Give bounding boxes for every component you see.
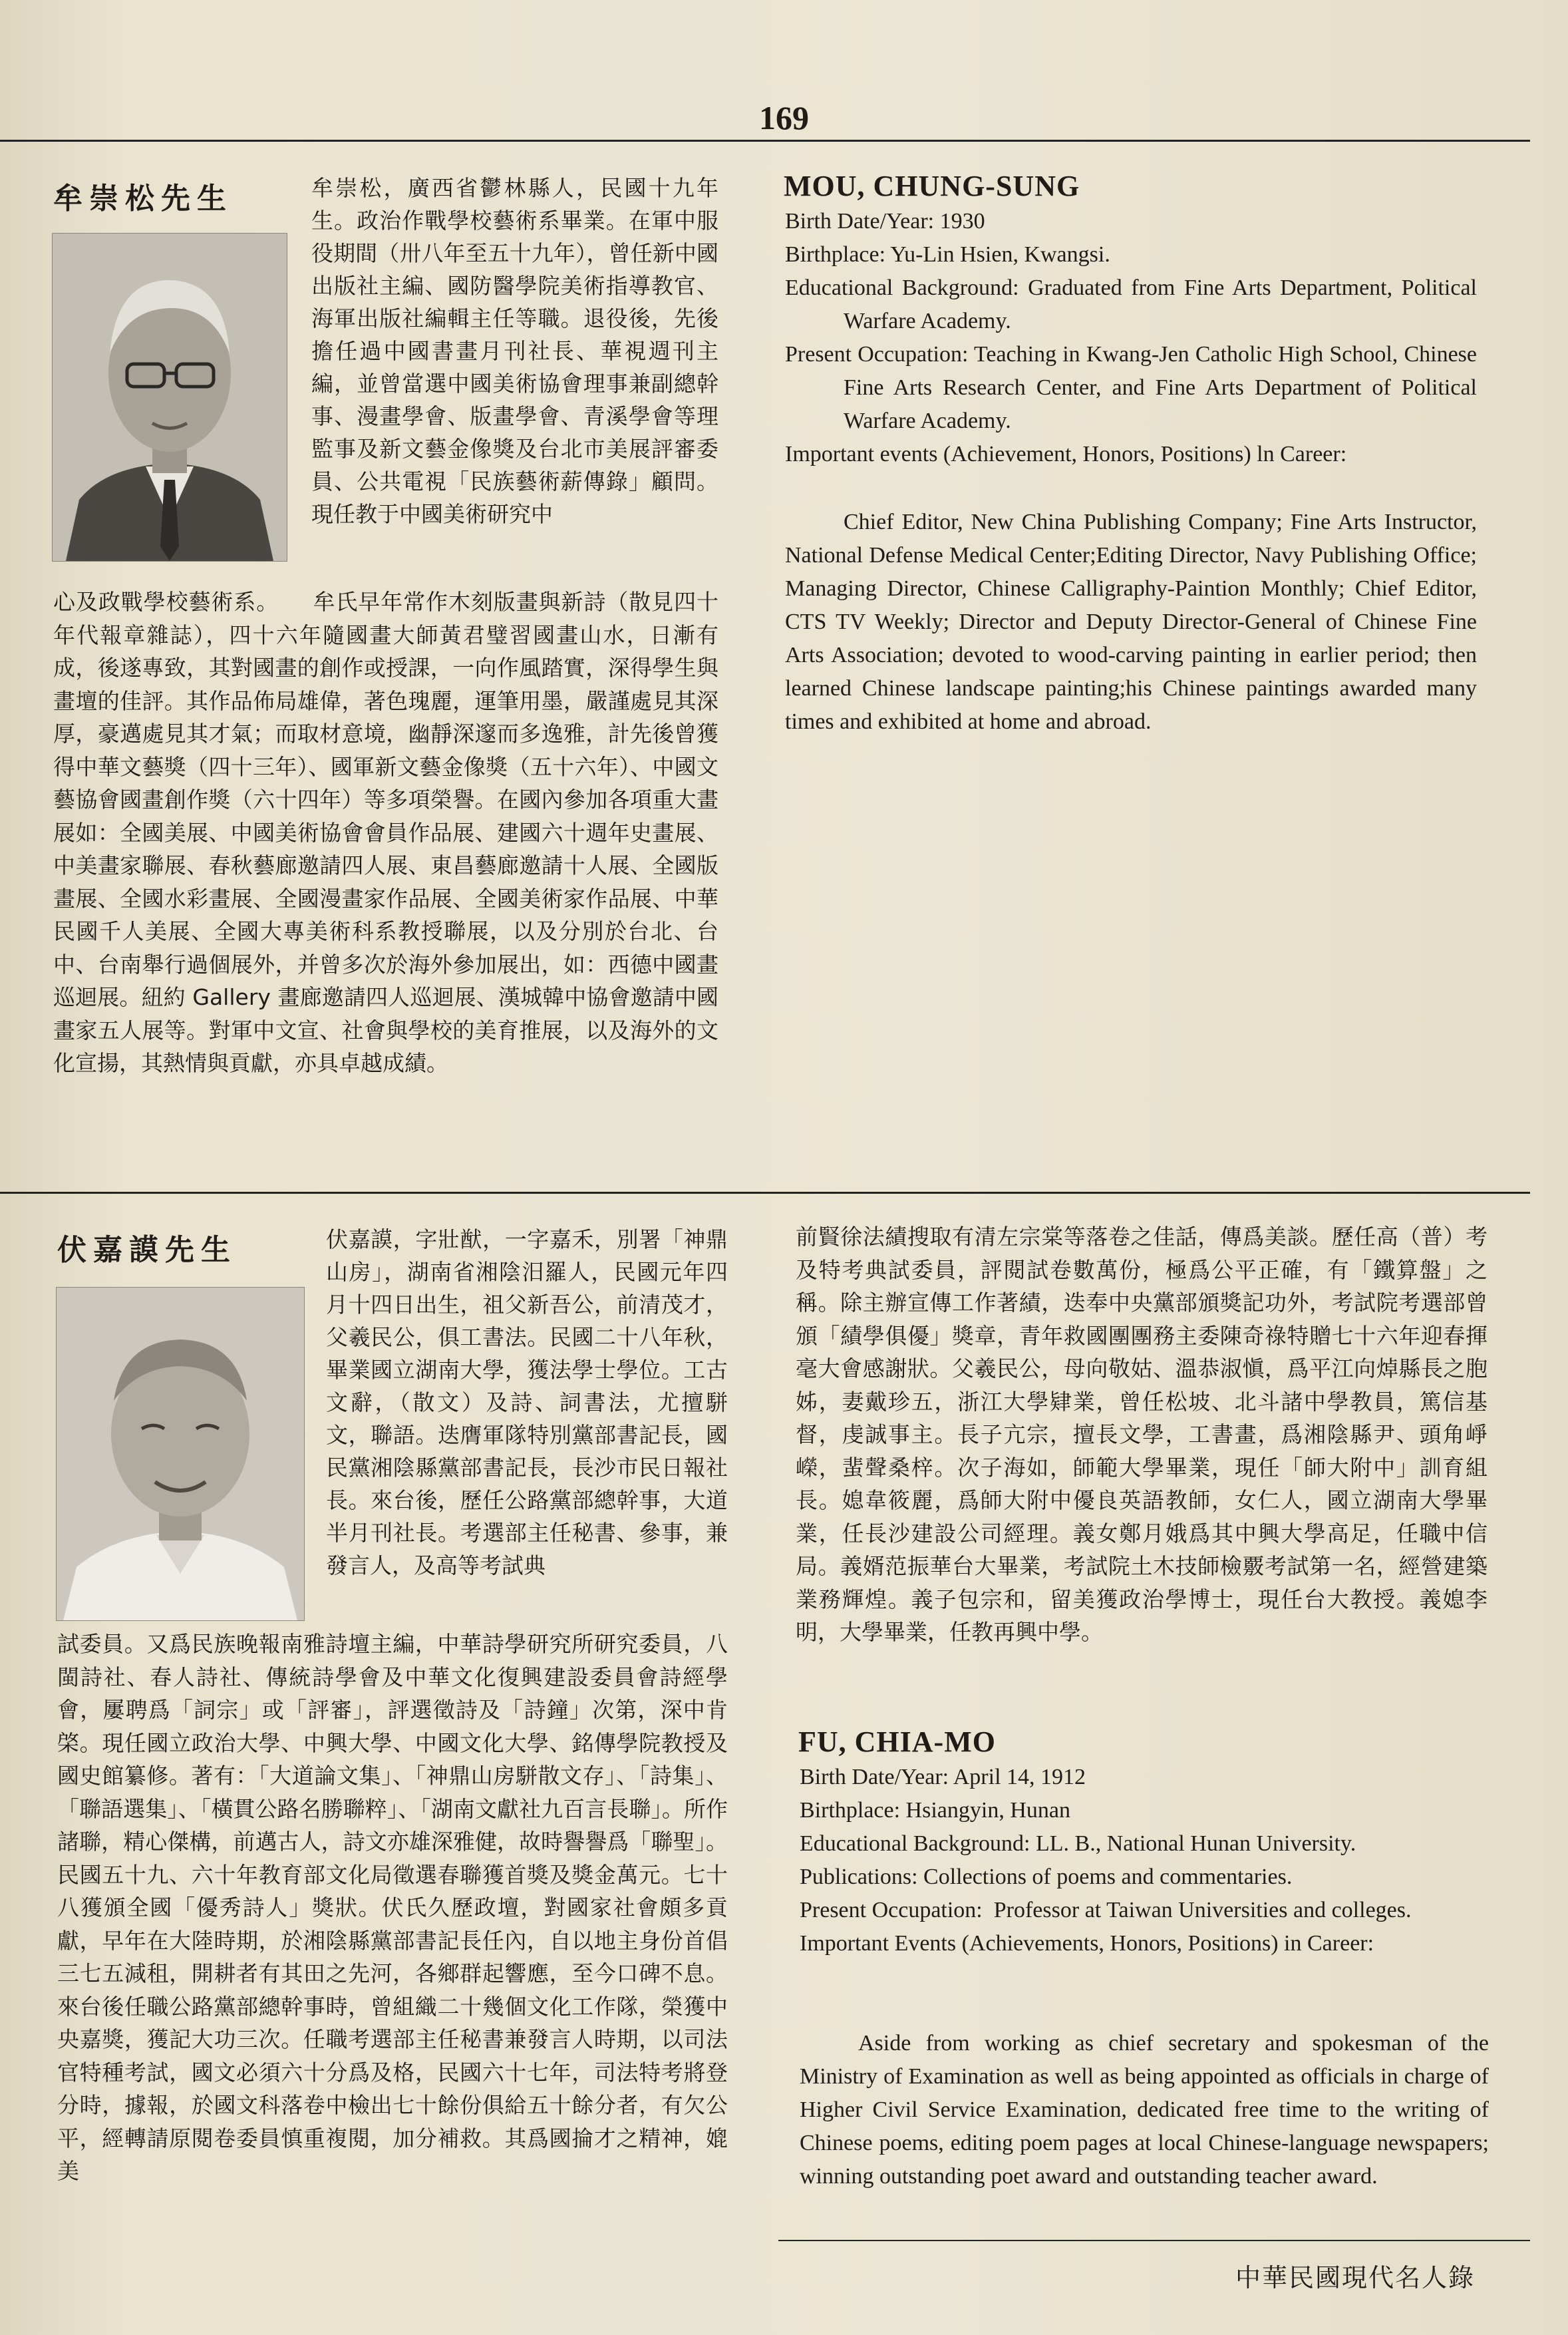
- entry-1-occupation: Present Occupation: Teaching in Kwang-Jen Catholic High School, Chinese Fine Arts Research Center, and Fine Arts Department of Political Warfare Academy.: [785, 342, 1477, 433]
- entry-1-events-heading: Important events (Achievement, Honors, Positions) ln Career:: [785, 442, 1347, 466]
- entry-2-name-en: FU, CHIA-MO: [798, 1725, 996, 1758]
- entry-1-portrait: [52, 233, 287, 562]
- top-rule: [0, 140, 1530, 142]
- entry-1-body-zh: 心及政戰學校藝術系。 牟氏早年常作木刻版畫與新詩（散見四十年代報章雜誌），四十六年隨國畫大師黃君璧習國畫山水，日漸有成，後遂專致，其對國畫的創作或授課，一向作風踏實，深得學生與畫壇的佳評。其作品佈局雄偉，著色瑰麗，運筆用墨，嚴謹處見其深厚，豪邁處見其才氣；而取材意境，幽靜深邃而多逸雅，計先後曾獲得中華文藝獎（四十三年）、國軍新文藝金像獎（五十六年）、中國文藝協會國畫創作獎（六十四年）等多項榮譽。在國內參加各項重大畫展如：全國美展、中國美術協會會員作品展、建國六十週年史畫展、中美畫家聯展、春秋藝廊邀請四人展、東昌藝廊邀請十人展、全國版畫展、全國水彩畫展、全國漫畫家作品展、全國美術家作品展、中華民國千人美展、全國大專美術科系教授聯展，以及分別於台北、台中、台南舉行過個展外，并曾多次於海外參加展出，如：西德中國畫巡迴展。紐約 Gallery 畫廊邀請四人巡迴展、漢城韓中協會邀請中國畫家五人展等。對軍中文宣、社會與學校的美育推展，以及海外的文化宣揚，其熱情與貢獻，亦具卓越成績。: [53, 589, 718, 1076]
- entry-2-birthplace: Birthplace: Hsiangyin, Hunan: [800, 1798, 1070, 1823]
- entry-2-continuation-zh: 前賢徐法績搜取有清左宗棠等落卷之佳話，傳爲美談。歷任高（普）考及特考典試委員，評閱試卷數萬份，極爲公平正確，有「鐵算盤」之稱。除主辦宣傳工作著績，迭奉中央黨部頒獎記功外，考試院考選部曾頒「績學俱優」獎章，青年救國團團務主委陳奇祿特贈七十六年迎春揮毫大會感謝狀。父羲民公，母向敬姑、溫恭淑愼，爲平江向焯縣長之胞姊，妻戴珍五，浙江大學肄業，曾任松坡、北斗諸中學教員，篤信基督，虔誠事主。長子亢宗，擅長文學，工書畫，爲湘陰縣尹、頭角崢嶸，蜚聲桑梓。次子海如，師範大學畢業，現任「師大附中」訓育組長。媳韋筱麗，爲師大附中優良英語教師，女仁人，國立湖南大學畢業，任長沙建設公司經理。義女鄭月娥爲其中興大學高足，任職中信局。義婿范振華台大畢業，考試院土木技師檢覈考試第一名，經營建築業務輝煌。義子包宗和，留美獲政治學博士，現任台大教授。義媳李明，大學畢業，任教再興中學。: [796, 1224, 1488, 1645]
- portrait-man-glasses-icon: [53, 234, 287, 561]
- entry-1-name-en: MOU, CHUNG-SUNG: [784, 170, 1080, 202]
- entry-2-body-zh: 試委員。又爲民族晚報南雅詩壇主編，中華詩學研究所研究委員，八閩詩社、春人詩社、傳統詩學會及中華文化復興建設委員會詩經學會，屢聘爲「詞宗」或「評審」，評選徵詩及「詩鐘」次第，深中肯棨。現任國立政治大學、中興大學、中國文化大學、銘傳學院教授及國史館纂修。著有：「大道論文集」、「神鼎山房駢散文存」、「詩集」、「聯語選集」、「橫貫公路名勝聯粹」、「湖南文獻社九百言長聯」。所作諸聯，精心傑構，前邁古人，詩文亦雄深雅健，故時譽譽爲「聯聖」。民國五十九、六十年教育部文化局徵選春聯獲首獎及獎金萬元。七十八獲頒全國「優秀詩人」獎狀。伏氏久歷政壇，對國家社會頗多貢獻，早年在大陸時期，於湘陰縣黨部書記長任內，自以地主身份首倡三七五減租，開耕者有其田之先河，各鄉群起響應，至今口碑不息。來台後任職公路黨部總幹事時，曾組織二十幾個文化工作隊，榮獲中央嘉獎，獲記大功三次。任職考選部主任秘書兼發言人時期，以司法官特種考試，國文必須六十分爲及格，民國六十七年，司法特考將登分時，據報，於國文科落卷中檢出七十餘份俱給五十餘分者，有欠公平，經轉請原閱卷委員慎重複閱，加分補救。其爲國掄才之精神，媲美: [57, 1631, 728, 2184]
- bottom-rule: [778, 2240, 1530, 2241]
- entry-1-name-zh: 牟崇松先生: [53, 182, 233, 216]
- entry-2-intro-zh: 伏嘉謨，字壯猷，一字嘉禾，別署「神鼎山房」，湖南省湘陰汨羅人，民國元年四月十四日出生，祖父新吾公，前清茂才，父羲民公，俱工書法。民國二十八年秋，畢業國立湖南大學，獲法學士學位。工古文辭，（散文）及詩、詞書法，尤擅駢文，聯語。迭膺軍隊特別黨部書記長，國民黨湘陰縣黨部書記長，長沙市民日報社長。來台後，歷任公路黨部總幹事，大道半月刊社長。考選部主任秘書、參事，兼發言人，及高等考試典: [326, 1226, 728, 1578]
- entry-2-events-en: Aside from working as chief secretary and spokesman of the Ministry of Examination as well as being appointed as officials in charge of Higher Civil Service Examination, dedicated free time to the writing of Chinese poems, editing poem pages at local Chinese-language newspapers; winning outstanding poet award and outstanding teacher award.: [800, 2031, 1489, 2189]
- middle-rule: [0, 1192, 1530, 1194]
- book-title-footer: 中華民國現代名人錄: [1235, 2263, 1475, 2292]
- entry-1-fields-en: [785, 205, 1477, 471]
- entry-1-events-en: Chief Editor, New China Publishing Company; Fine Arts Instructor, National Defense Medical Center;Editing Director, Navy Publishing Office; Managing Director, Chinese Calligraphy-Paintion Monthly; Chief Editor, CTS TV Weekly; Director and Deputy Director-General of Chinese Fine Arts Association; devoted to wood-carving painting in earlier period; then learned Chinese landscape painting;his Chinese paintings awarded many times and exhibited at home and abroad.: [785, 510, 1477, 734]
- entry-2-publications: Publications: Collections of poems and commentaries.: [800, 1865, 1293, 1889]
- entry-2-portrait: [56, 1287, 305, 1621]
- entry-2-fields-en: [800, 1761, 1489, 1960]
- entry-2-occupation: Present Occupation: Professor at Taiwan Universities and colleges.: [800, 1898, 1412, 1922]
- entry-2-education: Educational Background: LL. B., National Hunan University.: [800, 1831, 1356, 1856]
- entry-1-education: Educational Background: Graduated from Fine Arts Department, Political Warfare Academy.: [785, 275, 1477, 333]
- entry-2-events-heading: Important Events (Achievements, Honors, Positions) in Career:: [800, 1931, 1374, 1956]
- entry-2-name-zh: 伏嘉謨先生: [57, 1233, 237, 1267]
- entry-2-birth-date: Birth Date/Year: April 14, 1912: [800, 1765, 1086, 1789]
- entry-1-intro-zh: 牟崇松，廣西省鬱林縣人，民國十九年生。政治作戰學校藝術系畢業。在軍中服役期間（卅八年至五十九年），曾任新中國出版社主編、國防醫學院美術指導教官、海軍出版社編輯主任等職。退役後，先後擔任過中國書畫月刊社長、華視週刊主編，並曾當選中國美術協會理事兼副總幹事、漫畫學會、版畫學會、青溪學會等理監事及新文藝金像獎及台北市美展評審委員、公共電視「民族藝術薪傳錄」顧問。現任教于中國美術研究中: [311, 175, 718, 527]
- entry-1-birth-date: Birth Date/Year: 1930: [785, 209, 985, 234]
- entry-1-birthplace: Birthplace: Yu-Lin Hsien, Kwangsi.: [785, 242, 1110, 267]
- portrait-elderly-man-icon: [57, 1288, 304, 1620]
- page-number: 169: [759, 99, 809, 136]
